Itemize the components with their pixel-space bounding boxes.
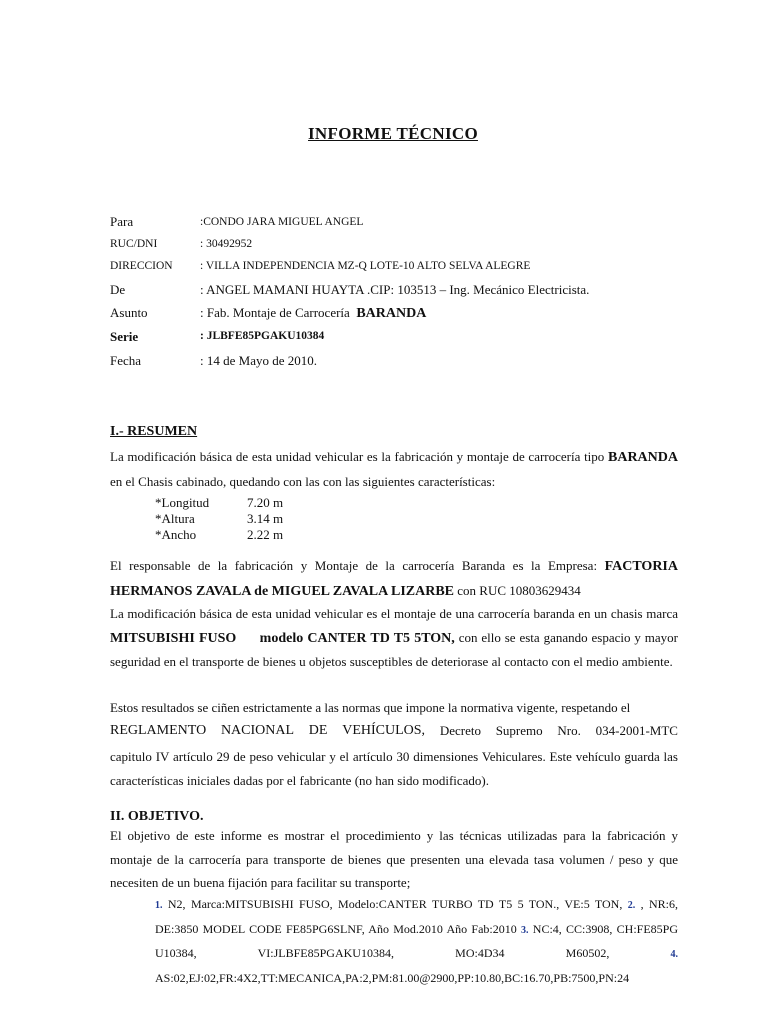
word: Supremo [495,723,543,738]
fecha-label: Fecha [110,353,142,368]
document-title: INFORME TÉCNICO [308,124,478,143]
resumen-p2-ruc: con RUC 10803629434 [454,582,581,598]
resumen-heading: I.- RESUMEN [110,424,198,439]
spec-value: 2.22 m [247,527,284,542]
spec-value: 3.14 m [247,511,284,526]
ruc-label: RUC/DNI [110,238,158,250]
resumen-p1-bold: BARANDA [608,450,678,465]
asunto-bold: BARANDA [356,306,427,321]
resumen-p4-line-1: Estos resultados se ciñen estrictamente a las normas que impone la normativa vigente, respetando el [110,700,631,715]
fecha-value: : 14 de Mayo de 2010. [200,353,317,368]
resumen-paragraph-1 [110,445,678,493]
asunto-value [200,305,426,322]
resumen-p4-rest: capitulo IV artículo 29 de peso vehicular y el artículo 30 dimensiones Vehiculares. Este vehículo guarda las características iniciales dadas por el fabricante (no han sido modificado). [110,749,678,788]
word: 034-2001-MTC [595,723,678,738]
word: DE [308,723,328,738]
resumen-p2-company: FACTORIA [604,559,678,574]
asunto-text: : Fab. Montaje de Carrocería [200,305,350,320]
resumen-p2-company-owner: HERMANOS ZAVALA de MIGUEL ZAVALA LIZARBE [110,583,455,599]
list-text: N2, Marca:MITSUBISHI FUSO, Modelo:CANTER TURBO TD T5 5 TON., VE:5 TON, [162,897,628,911]
resumen-p1-rest: en el Chasis cabinado, quedando con las con las siguientes características: [110,473,496,489]
resumen-p3-model: modelo CANTER TD T5 5TON, [259,630,455,646]
objetivo-paragraph: El objetivo de este informe es mostrar el procedimiento y las técnicas utilizadas para la fabricación y montaje de la carrocería para transporte de bienes que presenten una elevada tasa volumen / peso y que necesiten de un buena fijación para facilitar su transporte; [110,828,678,890]
asunto-label: Asunto [110,305,148,320]
word: Nro. [557,723,581,738]
list-text: NC:4, CC:3908, CH:FE85PG U10384, VI:JLBFE85PGAKU10384, MO:4D34 M60502, [155,921,679,961]
direccion-value: : VILLA INDEPENDENCIA MZ-Q LOTE-10 ALTO SELVA ALEGRE [200,260,531,272]
spec-label: *Ancho [155,527,197,542]
spec-value: 7.20 m [247,495,284,510]
spec-label: *Longitud [155,495,210,510]
list-text: AS:02,EJ:02,FR:4X2,TT:MECANICA,PA:2,PM:81.00@2900,PP:10.80,BC:16.70,PB:7500,PN:24 [155,971,630,986]
direccion-label: DIRECCION [110,260,173,272]
resumen-p2-text: El responsable de la fabricación y Montaje de la carrocería Baranda es la Empresa: [110,558,605,573]
serie-label: Serie [110,329,139,344]
para-value: :CONDO JARA MIGUEL ANGEL [200,216,364,228]
objetivo-heading: II. OBJETIVO. [110,809,204,824]
spec-label: *Altura [155,511,195,526]
de-value: : ANGEL MAMANI HUAYTA .CIP: 103513 – Ing. Mecánico Electricista. [200,282,590,297]
vehicle-spec-list [155,893,678,991]
word: Decreto [439,723,481,738]
resumen-p1-text: La modificación básica de esta unidad vehicular es la fabricación y montaje de carrocería tipo [110,449,605,464]
ruc-value: : 30492952 [200,238,253,250]
word: NACIONAL [220,723,295,738]
word: VEHÍCULOS, [342,723,426,738]
de-label: De [110,282,126,297]
resumen-p3-gap [236,630,259,645]
word: REGLAMENTO [110,723,207,738]
para-label: Para [110,214,134,229]
resumen-p4-line-2 [110,723,678,739]
serie-value: : JLBFE85PGAKU10384 [200,330,325,342]
list-text: , NR:6, DE:3850 MODEL CODE FE85PG6SLNF, Año Mod.2010 Año Fab:2010 [155,897,678,936]
list-number: 1. [155,900,163,911]
list-number: 2. [627,900,636,911]
resumen-paragraph-3 [110,602,678,674]
list-number: 3. [521,924,529,936]
resumen-paragraph-2 [110,554,678,603]
resumen-p3-brand: MITSUBISHI FUSO [110,630,237,646]
resumen-p3-rest: con ello se esta ganando espacio y mayor seguridad en el transporte de bienes u objetos susceptibles de deteriorase al contacto con el medio ambiente. [110,629,678,669]
resumen-p3-text: La modificación básica de esta unidad vehicular es el montaje de una carrocería baranda en un chasis marca [110,606,678,621]
list-number: 4. [670,949,678,961]
